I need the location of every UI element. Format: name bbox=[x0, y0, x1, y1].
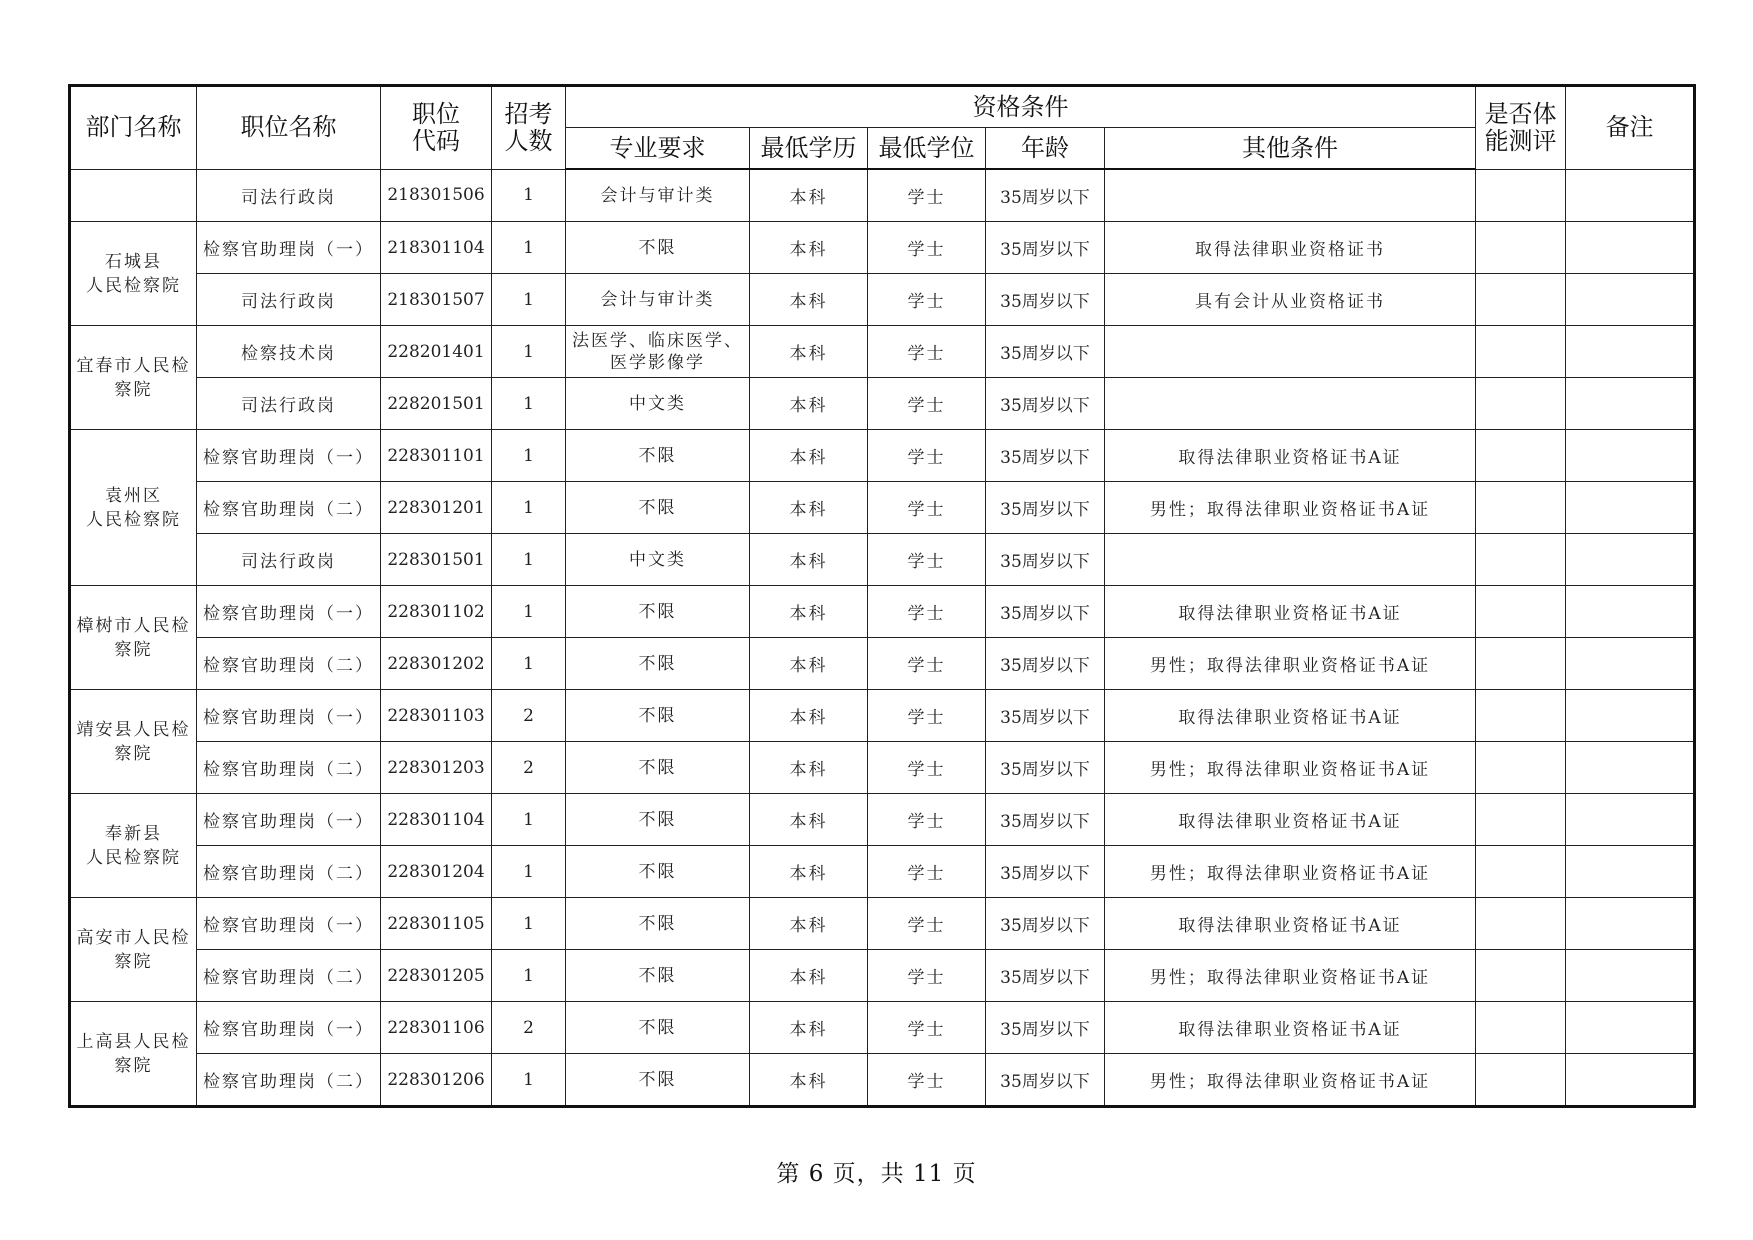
dept-cell: 宜春市人民检察院 bbox=[70, 326, 197, 430]
education-cell: 本科 bbox=[750, 222, 868, 274]
major-cell: 不限 bbox=[566, 1054, 750, 1107]
dept-cell: 高安市人民检察院 bbox=[70, 898, 197, 1002]
table-row bbox=[70, 326, 1695, 378]
remark-cell bbox=[1566, 1002, 1695, 1054]
remark-cell bbox=[1566, 638, 1695, 690]
position-cell: 检察技术岗 bbox=[197, 326, 381, 378]
education-cell: 本科 bbox=[750, 430, 868, 482]
age-cell: 35周岁以下 bbox=[986, 534, 1105, 586]
position-cell: 司法行政岗 bbox=[197, 169, 381, 222]
fitness-cell bbox=[1476, 169, 1566, 222]
age-cell: 35周岁以下 bbox=[986, 586, 1105, 638]
dept-cell bbox=[70, 169, 197, 222]
major-cell: 不限 bbox=[566, 430, 750, 482]
header-count bbox=[492, 86, 566, 170]
other-conditions-cell: 取得法律职业资格证书A证 bbox=[1105, 794, 1476, 846]
fitness-cell bbox=[1476, 534, 1566, 586]
count-cell: 1 bbox=[492, 169, 566, 222]
fitness-cell bbox=[1476, 794, 1566, 846]
dept-cell: 袁州区 人民检察院 bbox=[70, 430, 197, 586]
count-cell: 1 bbox=[492, 586, 566, 638]
other-conditions-cell: 男性；取得法律职业资格证书A证 bbox=[1105, 950, 1476, 1002]
code-cell: 228201501 bbox=[381, 378, 492, 430]
remark-cell bbox=[1566, 1054, 1695, 1107]
position-cell: 检察官助理岗（二） bbox=[197, 950, 381, 1002]
fitness-cell bbox=[1476, 430, 1566, 482]
degree-cell: 学士 bbox=[868, 950, 986, 1002]
education-cell: 本科 bbox=[750, 1054, 868, 1107]
table-row bbox=[70, 1002, 1695, 1054]
dept-cell: 靖安县人民检察院 bbox=[70, 690, 197, 794]
age-cell: 35周岁以下 bbox=[986, 742, 1105, 794]
position-cell: 司法行政岗 bbox=[197, 378, 381, 430]
other-conditions-cell: 男性；取得法律职业资格证书A证 bbox=[1105, 1054, 1476, 1107]
page-number: 第 6 页，共 11 页 bbox=[776, 1161, 977, 1187]
code-cell: 228301101 bbox=[381, 430, 492, 482]
other-conditions-cell bbox=[1105, 378, 1476, 430]
dept-cell: 奉新县 人民检察院 bbox=[70, 794, 197, 898]
dept-cell: 石城县 人民检察院 bbox=[70, 222, 197, 326]
count-cell: 1 bbox=[492, 274, 566, 326]
other-conditions-cell: 取得法律职业资格证书 bbox=[1105, 222, 1476, 274]
age-cell: 35周岁以下 bbox=[986, 274, 1105, 326]
code-cell: 228301204 bbox=[381, 846, 492, 898]
header-qualification: 资格条件 bbox=[566, 86, 1476, 128]
education-cell: 本科 bbox=[750, 846, 868, 898]
education-cell: 本科 bbox=[750, 742, 868, 794]
age-cell: 35周岁以下 bbox=[986, 794, 1105, 846]
fitness-cell bbox=[1476, 222, 1566, 274]
count-cell: 1 bbox=[492, 898, 566, 950]
fitness-cell bbox=[1476, 482, 1566, 534]
remark-cell bbox=[1566, 169, 1695, 222]
remark-cell bbox=[1566, 378, 1695, 430]
remark-cell bbox=[1566, 534, 1695, 586]
code-cell: 228301201 bbox=[381, 482, 492, 534]
major-cell: 中文类 bbox=[566, 378, 750, 430]
header-code-line1: 职位 bbox=[412, 99, 460, 128]
table-row bbox=[70, 169, 1695, 222]
code-cell: 218301506 bbox=[381, 169, 492, 222]
degree-cell: 学士 bbox=[868, 586, 986, 638]
other-conditions-cell bbox=[1105, 169, 1476, 222]
position-cell: 检察官助理岗（二） bbox=[197, 742, 381, 794]
remark-cell bbox=[1566, 742, 1695, 794]
remark-cell bbox=[1566, 846, 1695, 898]
header-code bbox=[381, 86, 492, 170]
fitness-cell bbox=[1476, 742, 1566, 794]
other-conditions-cell: 具有会计从业资格证书 bbox=[1105, 274, 1476, 326]
recruitment-table bbox=[68, 84, 1696, 1108]
code-cell: 228301501 bbox=[381, 534, 492, 586]
degree-cell: 学士 bbox=[868, 742, 986, 794]
education-cell: 本科 bbox=[750, 898, 868, 950]
age-cell: 35周岁以下 bbox=[986, 222, 1105, 274]
other-conditions-cell: 男性；取得法律职业资格证书A证 bbox=[1105, 638, 1476, 690]
count-cell: 1 bbox=[492, 846, 566, 898]
table-row bbox=[70, 794, 1695, 846]
count-cell: 1 bbox=[492, 1054, 566, 1107]
table-row bbox=[70, 482, 1695, 534]
code-cell: 228301103 bbox=[381, 690, 492, 742]
remark-cell bbox=[1566, 222, 1695, 274]
remark-cell bbox=[1566, 586, 1695, 638]
table-row bbox=[70, 690, 1695, 742]
major-cell: 不限 bbox=[566, 950, 750, 1002]
position-cell: 检察官助理岗（一） bbox=[197, 794, 381, 846]
fitness-cell bbox=[1476, 898, 1566, 950]
fitness-cell bbox=[1476, 586, 1566, 638]
degree-cell: 学士 bbox=[868, 690, 986, 742]
education-cell: 本科 bbox=[750, 586, 868, 638]
remark-cell bbox=[1566, 326, 1695, 378]
remark-cell bbox=[1566, 690, 1695, 742]
position-cell: 检察官助理岗（一） bbox=[197, 1002, 381, 1054]
header-other: 其他条件 bbox=[1105, 128, 1476, 170]
header-count-line2: 人数 bbox=[504, 126, 553, 155]
degree-cell: 学士 bbox=[868, 846, 986, 898]
age-cell: 35周岁以下 bbox=[986, 1002, 1105, 1054]
table-row bbox=[70, 846, 1695, 898]
count-cell: 1 bbox=[492, 794, 566, 846]
education-cell: 本科 bbox=[750, 169, 868, 222]
degree-cell: 学士 bbox=[868, 898, 986, 950]
code-cell: 228301105 bbox=[381, 898, 492, 950]
table-row bbox=[70, 274, 1695, 326]
major-cell: 不限 bbox=[566, 1002, 750, 1054]
count-cell: 2 bbox=[492, 742, 566, 794]
code-cell: 228301104 bbox=[381, 794, 492, 846]
degree-cell: 学士 bbox=[868, 638, 986, 690]
position-cell: 检察官助理岗（一） bbox=[197, 430, 381, 482]
education-cell: 本科 bbox=[750, 794, 868, 846]
count-cell: 1 bbox=[492, 378, 566, 430]
count-cell: 1 bbox=[492, 430, 566, 482]
fitness-cell bbox=[1476, 378, 1566, 430]
age-cell: 35周岁以下 bbox=[986, 950, 1105, 1002]
major-cell: 不限 bbox=[566, 898, 750, 950]
header-fitness-line2: 能测评 bbox=[1484, 126, 1557, 155]
table-row bbox=[70, 430, 1695, 482]
age-cell: 35周岁以下 bbox=[986, 482, 1105, 534]
other-conditions-cell bbox=[1105, 326, 1476, 378]
table-header bbox=[70, 86, 1695, 170]
other-conditions-cell: 取得法律职业资格证书A证 bbox=[1105, 586, 1476, 638]
header-fitness-line1: 是否体 bbox=[1484, 99, 1557, 128]
age-cell: 35周岁以下 bbox=[986, 169, 1105, 222]
education-cell: 本科 bbox=[750, 326, 868, 378]
code-cell: 228301106 bbox=[381, 1002, 492, 1054]
header-remark: 备注 bbox=[1566, 86, 1695, 170]
other-conditions-cell bbox=[1105, 534, 1476, 586]
major-cell: 不限 bbox=[566, 586, 750, 638]
degree-cell: 学士 bbox=[868, 534, 986, 586]
remark-cell bbox=[1566, 898, 1695, 950]
count-cell: 2 bbox=[492, 1002, 566, 1054]
table-row bbox=[70, 534, 1695, 586]
major-cell: 不限 bbox=[566, 638, 750, 690]
degree-cell: 学士 bbox=[868, 794, 986, 846]
table-row bbox=[70, 1054, 1695, 1107]
code-cell: 218301104 bbox=[381, 222, 492, 274]
other-conditions-cell: 取得法律职业资格证书A证 bbox=[1105, 898, 1476, 950]
header-count-line1: 招考 bbox=[504, 99, 553, 128]
position-cell: 检察官助理岗（二） bbox=[197, 846, 381, 898]
code-cell: 228301202 bbox=[381, 638, 492, 690]
degree-cell: 学士 bbox=[868, 326, 986, 378]
table-row bbox=[70, 898, 1695, 950]
fitness-cell bbox=[1476, 274, 1566, 326]
major-cell: 不限 bbox=[566, 742, 750, 794]
count-cell: 1 bbox=[492, 534, 566, 586]
age-cell: 35周岁以下 bbox=[986, 1054, 1105, 1107]
header-dept: 部门名称 bbox=[70, 86, 197, 170]
age-cell: 35周岁以下 bbox=[986, 638, 1105, 690]
code-cell: 228201401 bbox=[381, 326, 492, 378]
education-cell: 本科 bbox=[750, 638, 868, 690]
position-cell: 检察官助理岗（二） bbox=[197, 1054, 381, 1107]
position-cell: 检察官助理岗（一） bbox=[197, 898, 381, 950]
header-code-line2: 代码 bbox=[412, 126, 460, 155]
major-cell: 不限 bbox=[566, 794, 750, 846]
degree-cell: 学士 bbox=[868, 378, 986, 430]
table-row bbox=[70, 742, 1695, 794]
position-cell: 检察官助理岗（二） bbox=[197, 638, 381, 690]
degree-cell: 学士 bbox=[868, 482, 986, 534]
header-position: 职位名称 bbox=[197, 86, 381, 170]
header-age: 年龄 bbox=[986, 128, 1105, 170]
education-cell: 本科 bbox=[750, 1002, 868, 1054]
header-degree: 最低学位 bbox=[868, 128, 986, 170]
remark-cell bbox=[1566, 274, 1695, 326]
fitness-cell bbox=[1476, 846, 1566, 898]
fitness-cell bbox=[1476, 690, 1566, 742]
count-cell: 1 bbox=[492, 950, 566, 1002]
major-cell: 不限 bbox=[566, 846, 750, 898]
remark-cell bbox=[1566, 482, 1695, 534]
age-cell: 35周岁以下 bbox=[986, 690, 1105, 742]
degree-cell: 学士 bbox=[868, 169, 986, 222]
education-cell: 本科 bbox=[750, 378, 868, 430]
header-major: 专业要求 bbox=[566, 128, 750, 170]
dept-cell: 上高县人民检察院 bbox=[70, 1002, 197, 1107]
count-cell: 1 bbox=[492, 326, 566, 378]
dept-cell: 樟树市人民检察院 bbox=[70, 586, 197, 690]
degree-cell: 学士 bbox=[868, 430, 986, 482]
other-conditions-cell: 取得法律职业资格证书A证 bbox=[1105, 430, 1476, 482]
education-cell: 本科 bbox=[750, 482, 868, 534]
degree-cell: 学士 bbox=[868, 222, 986, 274]
major-cell: 法医学、临床医学、医学影像学 bbox=[566, 326, 750, 378]
fitness-cell bbox=[1476, 950, 1566, 1002]
table-row bbox=[70, 638, 1695, 690]
major-cell: 不限 bbox=[566, 222, 750, 274]
major-cell: 会计与审计类 bbox=[566, 169, 750, 222]
header-education: 最低学历 bbox=[750, 128, 868, 170]
code-cell: 228301205 bbox=[381, 950, 492, 1002]
table-row bbox=[70, 586, 1695, 638]
code-cell: 218301507 bbox=[381, 274, 492, 326]
position-cell: 检察官助理岗（二） bbox=[197, 482, 381, 534]
position-cell: 检察官助理岗（一） bbox=[197, 222, 381, 274]
age-cell: 35周岁以下 bbox=[986, 846, 1105, 898]
degree-cell: 学士 bbox=[868, 274, 986, 326]
position-cell: 检察官助理岗（一） bbox=[197, 690, 381, 742]
position-cell: 司法行政岗 bbox=[197, 274, 381, 326]
other-conditions-cell: 男性；取得法律职业资格证书A证 bbox=[1105, 482, 1476, 534]
table-row bbox=[70, 222, 1695, 274]
table-row bbox=[70, 378, 1695, 430]
education-cell: 本科 bbox=[750, 690, 868, 742]
education-cell: 本科 bbox=[750, 274, 868, 326]
other-conditions-cell: 男性；取得法律职业资格证书A证 bbox=[1105, 742, 1476, 794]
fitness-cell bbox=[1476, 1002, 1566, 1054]
other-conditions-cell: 男性；取得法律职业资格证书A证 bbox=[1105, 846, 1476, 898]
age-cell: 35周岁以下 bbox=[986, 326, 1105, 378]
count-cell: 1 bbox=[492, 638, 566, 690]
code-cell: 228301206 bbox=[381, 1054, 492, 1107]
other-conditions-cell: 取得法律职业资格证书A证 bbox=[1105, 690, 1476, 742]
count-cell: 1 bbox=[492, 482, 566, 534]
other-conditions-cell: 取得法律职业资格证书A证 bbox=[1105, 1002, 1476, 1054]
remark-cell bbox=[1566, 794, 1695, 846]
remark-cell bbox=[1566, 950, 1695, 1002]
fitness-cell bbox=[1476, 1054, 1566, 1107]
major-cell: 不限 bbox=[566, 690, 750, 742]
age-cell: 35周岁以下 bbox=[986, 430, 1105, 482]
degree-cell: 学士 bbox=[868, 1002, 986, 1054]
header-fitness bbox=[1476, 86, 1566, 170]
major-cell: 中文类 bbox=[566, 534, 750, 586]
code-cell: 228301102 bbox=[381, 586, 492, 638]
major-cell: 会计与审计类 bbox=[566, 274, 750, 326]
count-cell: 1 bbox=[492, 222, 566, 274]
education-cell: 本科 bbox=[750, 950, 868, 1002]
degree-cell: 学士 bbox=[868, 1054, 986, 1107]
count-cell: 2 bbox=[492, 690, 566, 742]
major-cell: 不限 bbox=[566, 482, 750, 534]
fitness-cell bbox=[1476, 326, 1566, 378]
position-cell: 检察官助理岗（一） bbox=[197, 586, 381, 638]
position-cell: 司法行政岗 bbox=[197, 534, 381, 586]
age-cell: 35周岁以下 bbox=[986, 378, 1105, 430]
table-row bbox=[70, 950, 1695, 1002]
code-cell: 228301203 bbox=[381, 742, 492, 794]
remark-cell bbox=[1566, 430, 1695, 482]
fitness-cell bbox=[1476, 638, 1566, 690]
age-cell: 35周岁以下 bbox=[986, 898, 1105, 950]
education-cell: 本科 bbox=[750, 534, 868, 586]
table-body bbox=[70, 169, 1695, 1107]
